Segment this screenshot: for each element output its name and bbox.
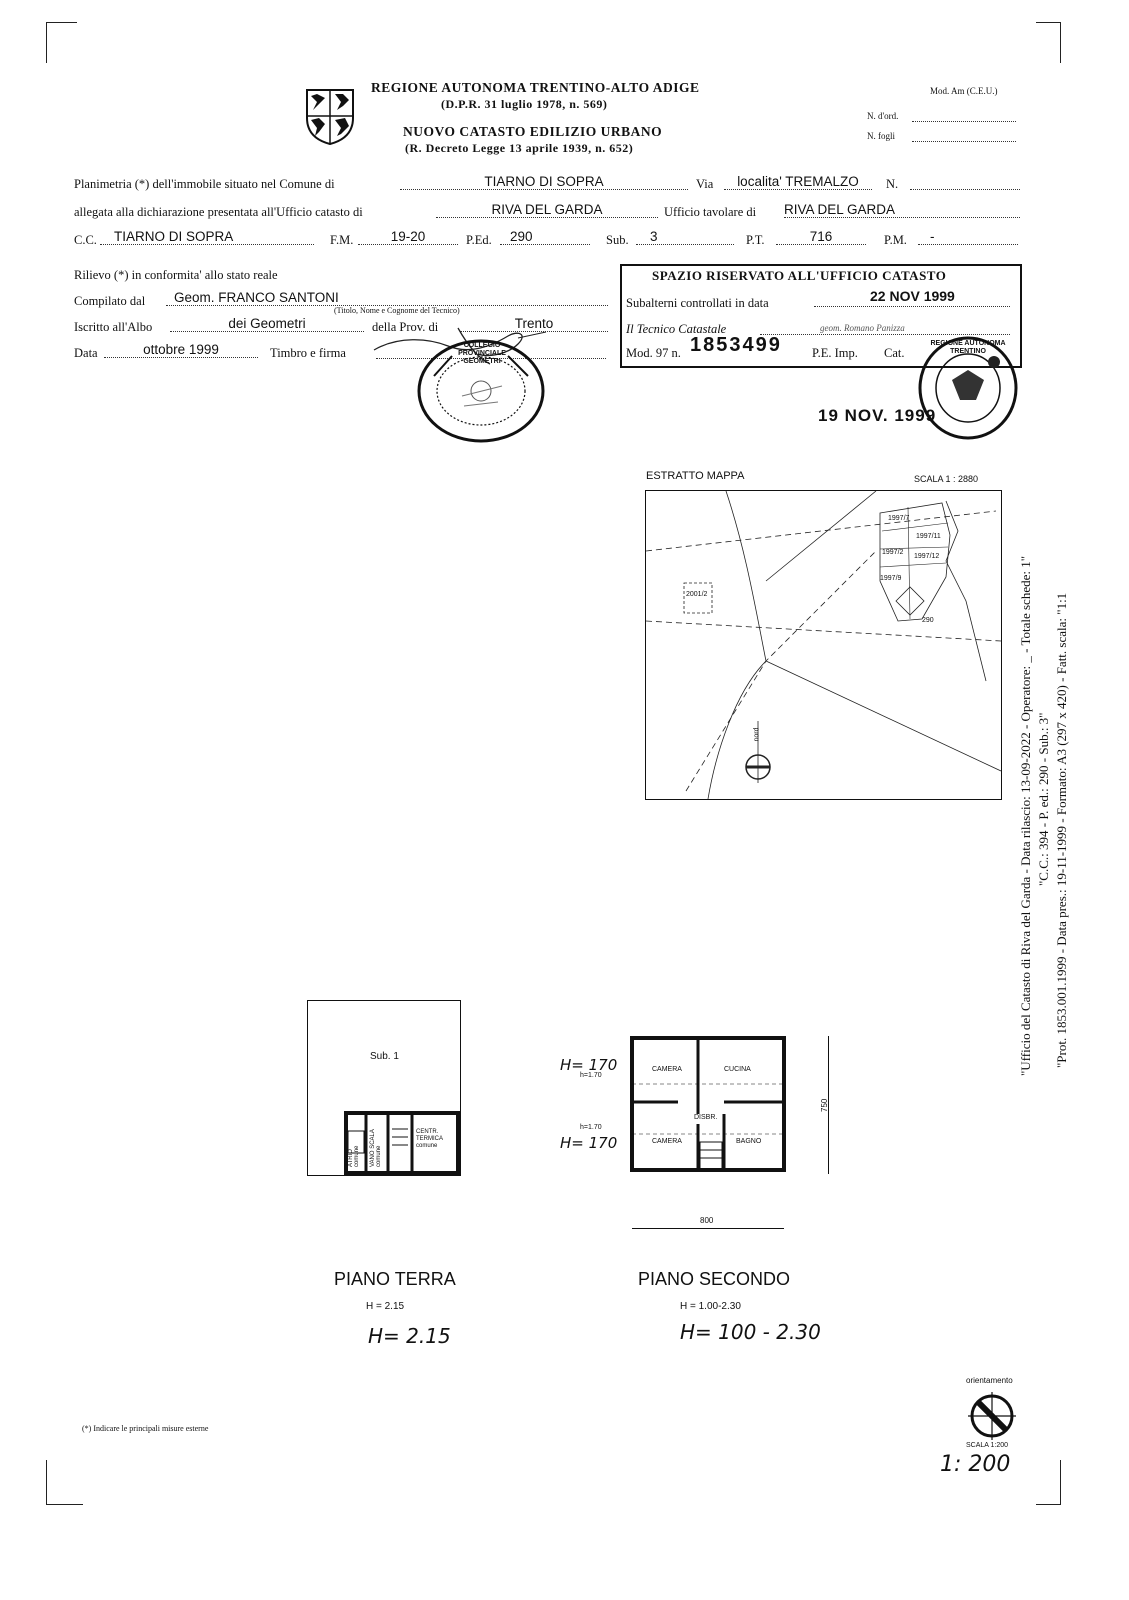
- sub-label: Sub.: [606, 233, 629, 247]
- ground-height: H = 2.15: [366, 1301, 405, 1312]
- coat-of-arms-logo: [305, 88, 355, 146]
- ped-label: P.Ed.: [466, 233, 492, 247]
- cat-label: Cat.: [884, 346, 905, 360]
- side-text-1: "Ufficio del Catasto di Riva del Garda - Data rilascio: 13-09-2022 - Operatore: _ - Totale schede: 1": [1018, 555, 1033, 1076]
- subalterni-label: Subalterni controllati in data: [626, 296, 769, 310]
- iscritto-label: Iscritto all'Albo: [74, 320, 153, 334]
- side-text-2: "C.C.: 394 - P. ed.: 290 - Sub.: 3": [1036, 712, 1051, 886]
- corner-mark-bottom-left: [46, 1460, 83, 1505]
- mod97-label: Mod. 97 n.: [626, 346, 681, 360]
- tecnico-label: Il Tecnico Catastale: [626, 322, 727, 336]
- mod97-value: 1853499: [690, 334, 782, 356]
- room-vano-scala: VANO SCALA comune: [370, 1129, 382, 1167]
- via-label: Via: [696, 177, 714, 191]
- mod-label: Mod. Am (C.E.U.): [930, 86, 998, 96]
- pt-value: 716: [776, 230, 866, 245]
- ped-imp-label: P.E. Imp.: [812, 346, 858, 360]
- parcel-1997-7: 1997/7: [888, 515, 910, 522]
- albo-value: dei Geometri: [170, 317, 364, 332]
- n-fogli-line: [912, 141, 1016, 142]
- corner-mark-top-right: [1036, 22, 1061, 63]
- comune-value: TIARNO DI SOPRA: [400, 175, 688, 190]
- orientamento-label: orientamento: [966, 1376, 1013, 1385]
- dimension-vertical: 750: [820, 1098, 829, 1112]
- parcel-2001-2: 2001/2: [686, 591, 708, 598]
- room-bagno: BAGNO: [736, 1138, 762, 1145]
- data-label: Data: [74, 346, 98, 360]
- scala-handwritten: 1: 200: [940, 1452, 1011, 1477]
- ufficio-tavolare-value: RIVA DEL GARDA: [784, 203, 1020, 218]
- ground-floor-plan: [307, 1000, 461, 1176]
- data-value: ottobre 1999: [104, 343, 258, 358]
- ground-height-handwritten: H= 2.15: [368, 1324, 451, 1348]
- room-cucina: CUCINA: [724, 1066, 751, 1073]
- map-scale: SCALA 1 : 2880: [914, 474, 979, 484]
- date-stamp: 19 NOV. 1999: [818, 406, 937, 425]
- second-h-top: H= 170: [560, 1056, 618, 1074]
- via-value: localita' TREMALZO: [724, 175, 872, 190]
- room-camera-top: CAMERA: [652, 1066, 682, 1073]
- planimetria-label: Planimetria (*) dell'immobile situato nel Comune di: [74, 177, 335, 191]
- pt-label: P.T.: [746, 233, 765, 247]
- scala-label: SCALA 1:200: [966, 1442, 1009, 1449]
- compilato-value: Geom. FRANCO SANTONI: [166, 291, 608, 306]
- n-ord-line: [912, 121, 1016, 122]
- cc-label: C.C.: [74, 233, 97, 247]
- map-title: ESTRATTO MAPPA: [646, 470, 745, 482]
- compass-icon: [968, 1392, 1016, 1440]
- regione-stamp-text: REGIONE AUTONOMA TRENTINO: [930, 340, 1006, 355]
- timbro-label: Timbro e firma: [270, 346, 346, 360]
- map-nord-label: nord: [753, 727, 761, 742]
- ground-sub-label: Sub. 1: [370, 1051, 399, 1062]
- room-centrale-termica: CENTR. TERMICA comune: [416, 1129, 443, 1149]
- header-dpr: (D.P.R. 31 luglio 1978, n. 569): [441, 97, 608, 111]
- second-height: H = 1.00-2.30: [680, 1301, 741, 1312]
- parcel-1997-2: 1997/2: [882, 549, 904, 556]
- parcel-1997-9: 1997/9: [880, 575, 902, 582]
- prov-value: Trento: [460, 317, 608, 332]
- pm-label: P.M.: [884, 233, 907, 247]
- pm-value: -: [918, 230, 1018, 245]
- corner-mark-bottom-right: [1036, 1460, 1061, 1505]
- room-atrio: ATRIO comune: [348, 1145, 360, 1167]
- header-region: REGIONE AUTONOMA TRENTINO-ALTO ADIGE: [371, 80, 700, 95]
- n-ord-label: N. d'ord.: [867, 111, 899, 121]
- titolo-note: (Titolo, Nome e Cognome del Tecnico): [334, 306, 460, 315]
- dimension-horizontal: 800: [700, 1216, 714, 1225]
- compilato-label: Compilato dal: [74, 294, 146, 308]
- ufficio-catasto-value: RIVA DEL GARDA: [436, 203, 658, 218]
- collegio-geometri-stamp: [412, 336, 550, 446]
- second-h-bottom-small: h=1.70: [580, 1124, 602, 1131]
- ped-value: 290: [500, 230, 590, 245]
- header-catasto: NUOVO CATASTO EDILIZIO URBANO: [403, 124, 663, 139]
- ufficio-tavolare-label: Ufficio tavolare di: [664, 205, 757, 219]
- second-h-bottom: H= 170: [560, 1134, 618, 1152]
- map-frame: [645, 490, 1002, 800]
- side-text-3: "Prot. 1853.001.1999 - Data pres.: 19-11-1999 - Formato: A3 (297 x 420) - Fatt. scala: "1:1: [1054, 592, 1069, 1068]
- allegata-label: allegata alla dichiarazione presentata all'Ufficio catasto di: [74, 205, 363, 219]
- cc-value: TIARNO DI SOPRA: [100, 230, 314, 245]
- rilievo-label: Rilievo (*) in conformita' allo stato reale: [74, 268, 278, 282]
- corner-mark-top-left: [46, 22, 77, 63]
- office-title: SPAZIO RISERVATO ALL'UFFICIO CATASTO: [652, 268, 947, 283]
- room-camera-bottom: CAMERA: [652, 1138, 682, 1145]
- second-title: PIANO SECONDO: [638, 1269, 791, 1289]
- collegio-stamp-text: COLLEGIO PROVINCIALE GEOMETRI: [458, 342, 506, 365]
- sub-value: 3: [636, 230, 734, 245]
- fm-value: 19-20: [358, 230, 458, 245]
- dimension-line-horizontal: [632, 1228, 784, 1229]
- subalterni-date: 22 NOV 1999: [870, 288, 955, 304]
- subalterni-line: [814, 306, 1010, 307]
- footer-note: (*) Indicare le principali misure esterne: [82, 1424, 209, 1433]
- header-decree: (R. Decreto Legge 13 aprile 1939, n. 652): [405, 141, 634, 155]
- parcel-1997-11: 1997/11: [916, 533, 941, 540]
- parcel-1997-12: 1997/12: [914, 553, 940, 560]
- fm-label: F.M.: [330, 233, 354, 247]
- tecnico-name: geom. Romano Panizza: [820, 323, 905, 333]
- second-height-handwritten: H= 100 - 2.30: [680, 1320, 821, 1344]
- n-label: N.: [886, 177, 899, 191]
- second-floor-plan: [628, 1034, 788, 1174]
- second-h-top-small: h=1.70: [580, 1072, 602, 1079]
- n-fogli-label: N. fogli: [867, 131, 895, 141]
- parcel-290: 290: [922, 617, 934, 624]
- room-disimpegno: DISBR.: [694, 1114, 718, 1121]
- prov-label: della Prov. di: [372, 320, 439, 334]
- n-line: [910, 189, 1020, 190]
- ground-title: PIANO TERRA: [334, 1269, 456, 1289]
